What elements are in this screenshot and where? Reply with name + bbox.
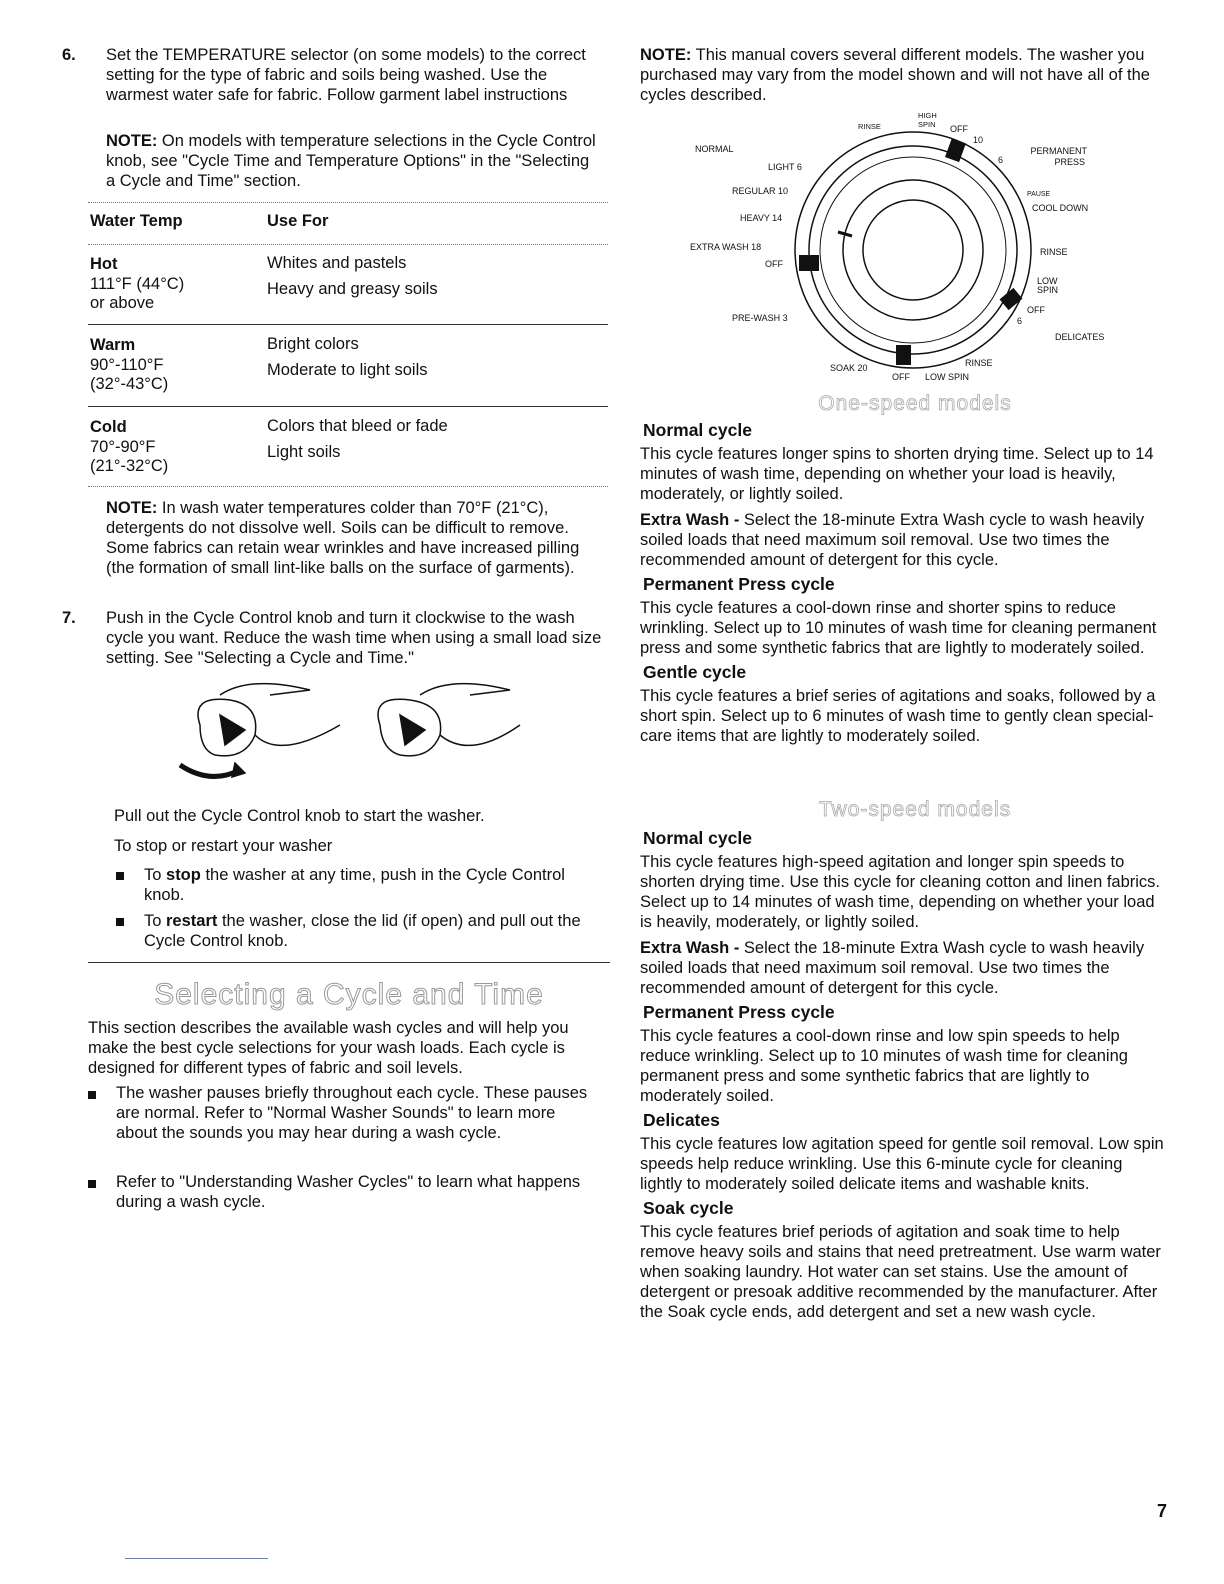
- dial-label: PRE-WASH 3: [732, 313, 788, 323]
- cycle-title: Delicates: [643, 1110, 720, 1130]
- one-speed-section: [640, 420, 1165, 746]
- cycle-title: Normal cycle: [643, 420, 752, 440]
- dial-label: OFF: [765, 259, 783, 269]
- dial-label: LOW SPIN: [925, 372, 970, 382]
- note-cold-water: [106, 498, 604, 578]
- emphasis: stop: [166, 866, 201, 884]
- dial-label: PRESS: [1054, 157, 1085, 167]
- cycle-description: This cycle features high-speed agitation and longer spin speeds to shorten drying time. Use this cycle for cleaning cotton and linen fabrics. Select up to 14 minutes of wash time, depending on whether your load is heavily, moderately, or lightly soiled.: [640, 853, 1161, 931]
- section-title: Selecting a Cycle and Time: [154, 978, 544, 1011]
- cycle-title: Gentle cycle: [643, 662, 747, 682]
- use-for: Colors that bleed or fade: [267, 417, 448, 435]
- note-label: NOTE:: [106, 499, 158, 517]
- bullet-restart: [144, 911, 609, 951]
- dial-label: DELICATES: [1055, 332, 1105, 342]
- temp-range: 111°F (44°C): [90, 275, 185, 293]
- bullet-icon: [116, 918, 124, 926]
- text: the washer at any time, push in the Cycle Control knob.: [144, 866, 565, 904]
- dial-label: RINSE: [858, 122, 881, 131]
- temp-name: Warm: [90, 336, 136, 354]
- cycle-title: Soak cycle: [643, 1198, 734, 1218]
- pull-out-text: Pull out the Cycle Control knob to start the washer.: [114, 807, 485, 825]
- dial-label: HIGH: [918, 111, 937, 120]
- cycle-description: This cycle features a cool-down rinse and shorter spins to reduce wrinkling. Select up to 10 minutes of wash time for cleaning permanent press and some synthetic fabrics that are lightly to moderately soiled.: [640, 599, 1157, 657]
- temp-range: or above: [90, 294, 155, 312]
- one-speed-caption: One-speed models: [818, 392, 1012, 415]
- dial-label: NORMAL: [695, 144, 734, 154]
- table-header: Water Temp: [90, 212, 183, 230]
- dial-label: OFF: [892, 372, 910, 382]
- cycle-description: [640, 938, 1168, 998]
- dial-label: PERMANENT: [1030, 146, 1087, 156]
- dial-label: SPIN: [918, 120, 936, 129]
- bullet-icon: [88, 1091, 96, 1099]
- cycle-description: [640, 510, 1165, 570]
- use-for: Light soils: [267, 443, 341, 461]
- dial-label: 6: [1017, 316, 1023, 326]
- step-number: 7.: [62, 609, 76, 627]
- hand-pull-icon: [378, 684, 520, 756]
- temp-range: 90°-110°F: [90, 356, 164, 374]
- cycle-description: This cycle features low agitation speed for gentle soil removal. Low spin speeds help reduce wrinkling. Use this 6-minute cycle for cleaning lightly to moderately soiled delicate items and washable knits.: [640, 1135, 1164, 1193]
- two-speed-caption: Two-speed models: [818, 798, 1012, 821]
- cycle-description: This cycle features a brief series of agitations and soaks, followed by a short spin. Select up to 6 minutes of wash time to gently clean special-care items that are lightly to moderately soiled.: [640, 687, 1156, 745]
- footer-rule: [125, 1558, 268, 1559]
- divider: [88, 962, 610, 963]
- dial-label: OFF: [1027, 305, 1045, 315]
- emphasis: Extra Wash -: [640, 511, 740, 529]
- dial-label: SPIN: [1037, 285, 1059, 295]
- temp-range: 70°-90°F: [90, 438, 156, 456]
- emphasis: Extra Wash -: [640, 939, 740, 957]
- dial-off-markers: [799, 138, 1022, 365]
- emphasis: restart: [166, 912, 218, 930]
- dial-label: HEAVY 14: [740, 213, 783, 223]
- cycle-description: This cycle features a cool-down rinse and low spin speeds to help reduce wrinkling. Select up to 10 minutes of wash time for cleaning permanent press and some synthetic fabrics that are lightly to moderately soiled.: [640, 1027, 1128, 1105]
- step-7-text: Push in the Cycle Control knob and turn it clockwise to the wash cycle you want. Reduce the wash time when using a small load size setting. See "Selecting a Cycle and Time.": [106, 609, 602, 667]
- divider: [88, 406, 608, 407]
- cycle-title: Permanent Press cycle: [643, 1002, 835, 1022]
- bullet-icon: [116, 872, 124, 880]
- step-number: 6.: [62, 46, 76, 64]
- text: Select the 18-minute Extra Wash cycle to wash heavily soiled loads that need maximum soil removal. Use two times the recommended amount of detergent for this cycle.: [640, 511, 1145, 569]
- dial-label: RINSE: [965, 358, 993, 368]
- dial-label: PAUSE: [1027, 191, 1051, 198]
- dial-label: REGULAR 10: [732, 186, 789, 196]
- text: the washer, close the lid (if open) and pull out the Cycle Control knob.: [144, 912, 581, 950]
- table-header: Use For: [267, 212, 329, 230]
- dial-label: LIGHT 6: [768, 162, 802, 172]
- note-label: NOTE:: [106, 132, 158, 150]
- note-text: On models with temperature selections in the Cycle Control knob, see "Cycle Time and Temperature Options" in the "Selecting a Cycle and Time" section.: [106, 132, 596, 190]
- note-text: This manual covers several different models. The washer you purchased may vary from the model shown and will not have all of the cycles described.: [640, 46, 1150, 104]
- use-for: Whites and pastels: [267, 254, 407, 272]
- section-bullet: The washer pauses briefly throughout each cycle. These pauses are normal. Refer to "Normal Washer Sounds" to learn more about the sounds you may hear during a wash cycle.: [116, 1084, 588, 1142]
- bullet-icon: [88, 1180, 96, 1188]
- dial-label: 10: [973, 135, 984, 145]
- cycle-description: This cycle features longer spins to shorten drying time. Select up to 14 minutes of wash time, depending on whether your load is heavily, moderately, or lightly soiled.: [640, 445, 1154, 503]
- dial-icon: [795, 132, 1031, 368]
- section-intro: This section describes the available wash cycles and will help you make the best cycle selections for your wash loads. Each cycle is designed for different types of fabric and soil levels.: [88, 1019, 569, 1077]
- cycle-control-dial-diagram: [0, 0, 1224, 400]
- stop-restart-heading: To stop or restart your washer: [114, 837, 333, 855]
- knob-illustration: [160, 675, 530, 790]
- temp-range: (32°-43°C): [90, 375, 169, 393]
- cycle-title: Normal cycle: [643, 828, 752, 848]
- note-label: NOTE:: [640, 46, 692, 64]
- temp-range: (21°-32°C): [90, 457, 169, 475]
- text: To: [144, 912, 167, 930]
- hand-push-icon: [180, 684, 340, 777]
- bullet-stop: [144, 865, 609, 905]
- use-for: Heavy and greasy soils: [267, 280, 438, 298]
- temp-name: Cold: [90, 418, 127, 436]
- use-for: Bright colors: [267, 335, 359, 353]
- dial-label: LOW: [1037, 276, 1058, 286]
- divider: [88, 486, 608, 487]
- dial-label: 6: [998, 155, 1004, 165]
- note-text: In wash water temperatures colder than 70°F (21°C), detergents do not dissolve well. Soils can be difficult to remove. Some fabrics can retain wear wrinkles and have increased pilling (the formation of small lint-like balls on the surface of garments).: [106, 499, 580, 577]
- two-speed-section: [640, 828, 1168, 1322]
- page-number: 7: [1157, 1501, 1168, 1521]
- cycle-description: This cycle features brief periods of agitation and soak time to help remove heavy soils and stains that need pretreatment. Use warm water when soaking laundry. Hot water can set stains. Use the amount of detergent or presoak additive recommended by the manufacturer. After the Soak cycle ends, add detergent and set a new wash cycle.: [640, 1223, 1161, 1321]
- temp-name: Hot: [90, 255, 118, 273]
- step-6-text: Set the TEMPERATURE selector (on some models) to the correct setting for the type of fabric and soils being washed. Use the warmest water safe for fabric. Follow garment label instructions: [106, 46, 586, 104]
- dial-label: EXTRA WASH 18: [690, 242, 762, 252]
- text: Select the 18-minute Extra Wash cycle to wash heavily soiled loads that need maximum soil removal. Use two times the recommended amount of detergent for this cycle.: [640, 939, 1145, 997]
- section-bullet: Refer to "Understanding Washer Cycles" to learn what happens during a wash cycle.: [116, 1173, 581, 1211]
- text: To: [144, 866, 167, 884]
- cycle-title: Permanent Press cycle: [643, 574, 835, 594]
- dial-label: RINSE: [1040, 247, 1068, 257]
- dial-label: COOL DOWN: [1032, 203, 1089, 213]
- use-for: Moderate to light soils: [267, 361, 428, 379]
- dial-label: OFF: [950, 124, 968, 134]
- dial-label: SOAK 20: [830, 363, 868, 373]
